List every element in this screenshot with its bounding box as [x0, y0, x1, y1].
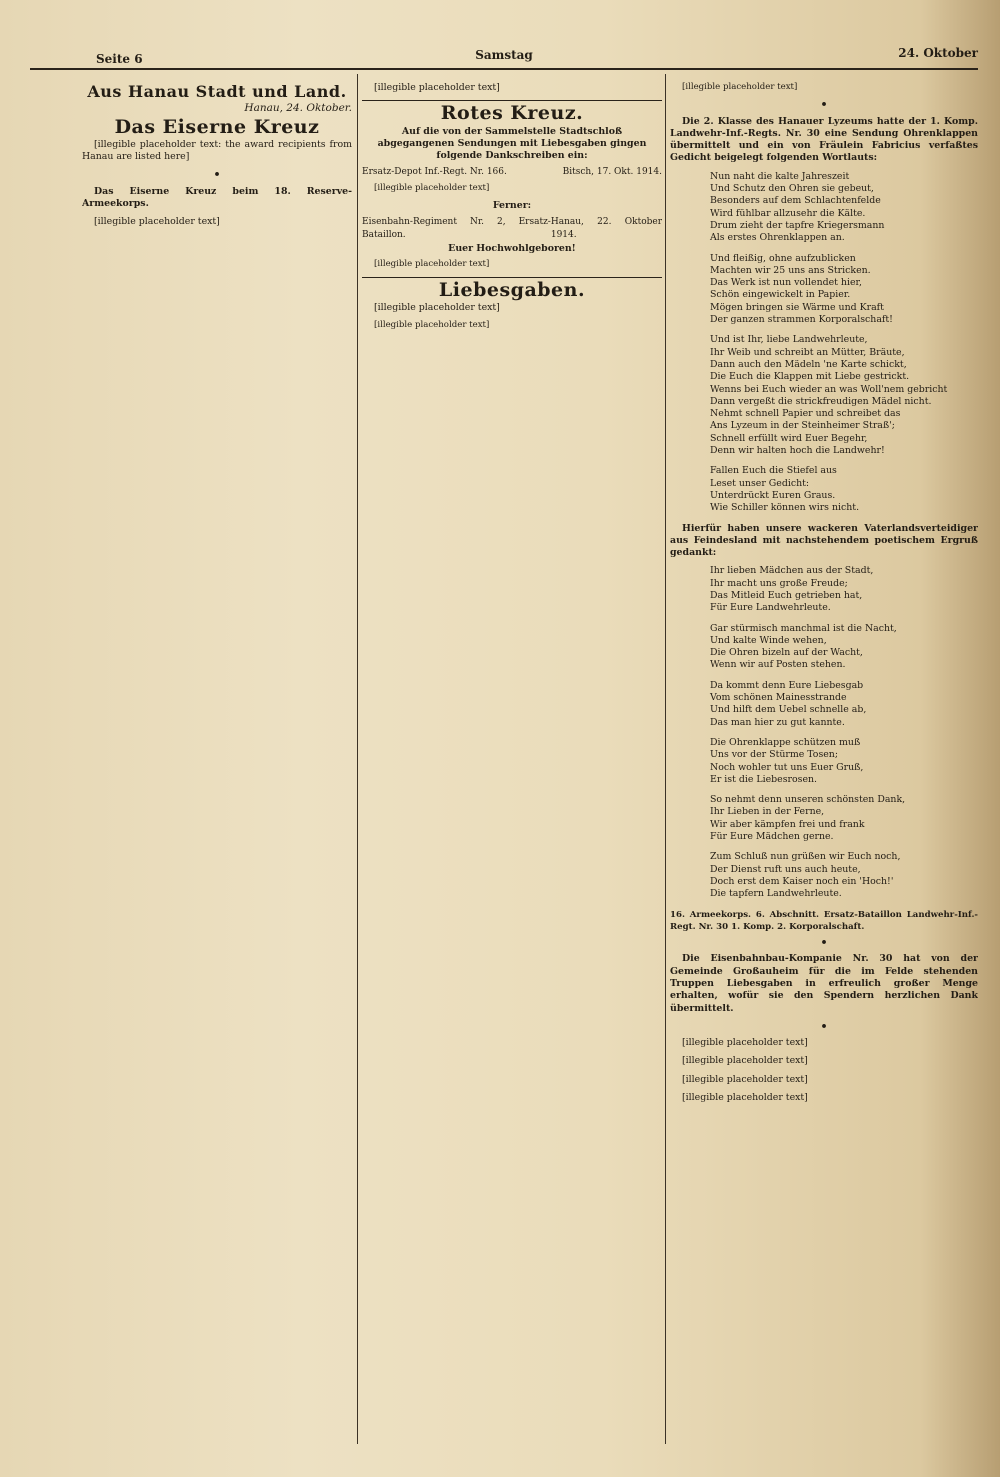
poem-line: Und ist Ihr, liebe Landwehrleute,	[710, 334, 868, 346]
article-heading-red-cross: Rotes Kreuz.	[440, 102, 584, 125]
poem-stanza	[710, 737, 978, 786]
poem-stanza	[710, 334, 978, 457]
poem-line: Die Ohren bizeln auf der Wacht,	[710, 647, 863, 659]
poem-line: Wie Schiller können wirs nicht.	[710, 502, 860, 514]
letter-header	[362, 166, 662, 178]
poem-signature: 16. Armeekorps. 6. Abschnitt. Ersatz-Bataillon Landwehr-Inf.-Regt. Nr. 30 1. Komp. 2. Korporalschaft.	[670, 909, 978, 932]
poem-line: Nehmt schnell Papier und schreibet das	[710, 408, 901, 420]
poem-line: Unterdrückt Euren Graus.	[710, 489, 836, 501]
article-lead: Das Eiserne Kreuz beim 18. Reserve-Armeekorps.	[82, 185, 352, 210]
letter-date: Bitsch, 17. Okt. 1914.	[562, 167, 662, 178]
section-divider	[362, 100, 662, 101]
poem-line: Ihr macht uns große Freude;	[710, 577, 848, 589]
letter-header	[362, 216, 662, 241]
article-paragraph: [illegible placeholder text]	[682, 1073, 808, 1085]
weekday-label: Samstag	[475, 48, 533, 62]
article-paragraph: Hierfür haben unsere wackeren Vaterlandsverteidiger aus Feindesland mit nachstehendem poetischem Ergruß gedankt:	[670, 522, 978, 559]
poem-line: Für Eure Landwehrleute.	[710, 602, 831, 614]
poem-stanza	[710, 851, 978, 900]
poem-line: Schnell erfüllt wird Euer Begehr,	[710, 432, 868, 444]
poem-line: Das Mitleid Euch getrieben hat,	[710, 589, 863, 601]
poem-line: Schön eingewickelt in Papier.	[710, 289, 851, 301]
poem-line: Ihr lieben Mädchen aus der Stadt,	[710, 565, 874, 577]
poem-line: Und Schutz den Ohren sie gebeut,	[710, 183, 874, 195]
poem-line: Das man hier zu gut kannte.	[710, 716, 845, 728]
separator-bullet: •	[213, 168, 221, 182]
poem-line: Er ist die Liebesrosen.	[710, 773, 818, 785]
donor-list: [illegible placeholder text]	[682, 82, 798, 92]
poem-line: Dann vergeßt die strickfreudigen Mädel nicht.	[710, 395, 932, 407]
column-rule	[357, 74, 358, 1444]
poem-stanza	[710, 794, 978, 843]
poem-stanza	[710, 623, 978, 672]
letter-body: [illegible placeholder text]	[374, 182, 490, 193]
poem-line: Wir aber kämpfen frei und frank	[710, 818, 865, 830]
poem-line: Das Werk ist nun vollendet hier,	[710, 277, 862, 289]
poem-soldiers-reply	[670, 565, 978, 900]
poem-line: Ihr Weib und schreibt an Mütter, Bräute,	[710, 346, 905, 358]
poem-line: Machten wir 25 uns ans Stricken.	[710, 264, 871, 276]
poem-line: Dann auch den Mädeln 'ne Karte schickt,	[710, 358, 907, 370]
separator-bullet: •	[820, 936, 828, 950]
letter-body: [illegible placeholder text]	[374, 259, 490, 270]
article-heading-iron-cross: Das Eiserne Kreuz	[114, 115, 320, 138]
poem-line: Wird fühlbar allzusehr die Kälte.	[710, 207, 866, 219]
dateline: Hanau, 24. Oktober.	[244, 102, 352, 115]
poem-line: Ans Lyzeum in der Steinheimer Straß';	[710, 420, 895, 432]
letter-sender: Eisenbahn-Regiment Nr. 2, Ersatz-Bataillon.	[362, 217, 551, 240]
article-paragraph: [illegible placeholder text]	[682, 1055, 808, 1067]
poem-line: Drum zieht der tapfre Kriegersmann	[710, 219, 885, 231]
page-number: Seite 6	[96, 52, 143, 66]
poem-line: Leset unser Gedicht:	[710, 477, 810, 489]
letter-sender: Ersatz-Depot Inf.-Regt. Nr. 166.	[362, 167, 507, 178]
poem-stanza	[710, 465, 978, 514]
poem-line: Die Ohrenklappe schützen muß	[710, 736, 861, 748]
poem-line: Da kommt denn Eure Liebesgab	[710, 679, 864, 691]
poem-line: Ihr Lieben in der Ferne,	[710, 806, 825, 818]
poem-line: Noch wohler tut uns Euer Gruß,	[710, 761, 864, 773]
poem-line: Nun naht die kalte Jahreszeit	[710, 170, 850, 182]
article-heading-gifts: Liebesgaben.	[438, 278, 586, 301]
poem-line: Gar stürmisch manchmal ist die Nacht,	[710, 622, 897, 634]
poem-line: Denn wir halten hoch die Landwehr!	[710, 445, 885, 457]
section-divider	[362, 277, 662, 278]
poem-line: Der Dienst ruft uns auch heute,	[710, 863, 861, 875]
poem-line: Und fleißig, ohne aufzublicken	[710, 252, 856, 264]
letter-ferner: Ferner:	[492, 200, 532, 212]
poem-stanza	[710, 565, 978, 614]
article-paragraph: [illegible placeholder text]	[94, 216, 220, 228]
letter-greeting: Euer Hochwohlgeboren!	[448, 242, 576, 254]
poem-line: Für Eure Mädchen gerne.	[710, 831, 834, 843]
issue-date: 24. Oktober	[898, 46, 978, 60]
poem-stanza	[710, 171, 978, 245]
poem-stanza	[710, 680, 978, 729]
column-1	[82, 82, 352, 1436]
poem-line: So nehmt denn unseren schönsten Dank,	[710, 794, 906, 806]
letter-date: Hanau, 22. Oktober 1914.	[550, 217, 662, 240]
article-paragraph: [illegible placeholder text: the award recipients from Hanau are listed here]	[82, 138, 352, 163]
donor-list: [illegible placeholder text]	[374, 320, 490, 331]
separator-bullet: •	[820, 1019, 828, 1033]
red-cross-intro: Auf die von der Sammelstelle Stadtschloß abgegangenen Sendungen mit Liebesgaben gingen folgende Dankschreiben ein:	[377, 125, 647, 162]
column-3	[670, 82, 978, 1432]
poem-line: Der ganzen strammen Korporalschaft!	[710, 314, 893, 326]
column-rule	[665, 74, 666, 1444]
article-paragraph: [illegible placeholder text]	[682, 1092, 808, 1104]
poem-line: Die tapfern Landwehrleute.	[710, 888, 842, 900]
article-paragraph: Die 2. Klasse des Hanauer Lyzeums hatte der 1. Komp. Landwehr-Inf.-Regts. Nr. 30 eine Sendung Ohrenklappen übermittelt und ein von Fräulein Fabricius verfaßtes Gedicht beigelegt folgenden Wortlauts:	[670, 115, 978, 164]
article-paragraph: [illegible placeholder text]	[682, 1037, 808, 1049]
running-head	[30, 44, 978, 70]
article-paragraph: [illegible placeholder text]	[374, 301, 500, 313]
poem-line: Mögen bringen sie Wärme und Kraft	[710, 301, 884, 313]
column-2	[362, 82, 662, 1432]
poem-line: Zum Schluß nun grüßen wir Euch noch,	[710, 851, 901, 863]
poem-line: Die Euch die Klappen mit Liebe gestrickt.	[710, 371, 910, 383]
section-title: Aus Hanau Stadt und Land.	[87, 82, 347, 101]
poem-line: Wenns bei Euch wieder an was Woll'nem gebricht	[710, 383, 948, 395]
separator-bullet: •	[820, 98, 828, 112]
article-paragraph: [illegible placeholder text]	[374, 82, 500, 93]
poem-line: Doch erst dem Kaiser noch ein 'Hoch!'	[710, 875, 894, 887]
poem-line: Fallen Euch die Stiefel aus	[710, 465, 837, 477]
poem-line: Und hilft dem Uebel schnelle ab,	[710, 704, 867, 716]
poem-line: Als erstes Ohrenklappen an.	[710, 232, 845, 244]
poem-line: Uns vor der Stürme Tosen;	[710, 749, 838, 761]
article-paragraph: Die Eisenbahnbau-Kompanie Nr. 30 hat von der Gemeinde Großauheim für die im Felde stehenden Truppen Liebesgaben in erfreulich großer Menge erhalten, wofür sie den Spendern herzlichen Dank übermittelt.	[670, 953, 978, 1014]
poem-line: Vom schönen Mainesstrande	[710, 692, 847, 704]
poem-girls-letter	[670, 171, 978, 515]
poem-line: Und kalte Winde wehen,	[710, 634, 827, 646]
poem-line: Wenn wir auf Posten stehen.	[710, 659, 846, 671]
poem-stanza	[710, 253, 978, 327]
poem-line: Besonders auf dem Schlachtenfelde	[710, 195, 881, 207]
